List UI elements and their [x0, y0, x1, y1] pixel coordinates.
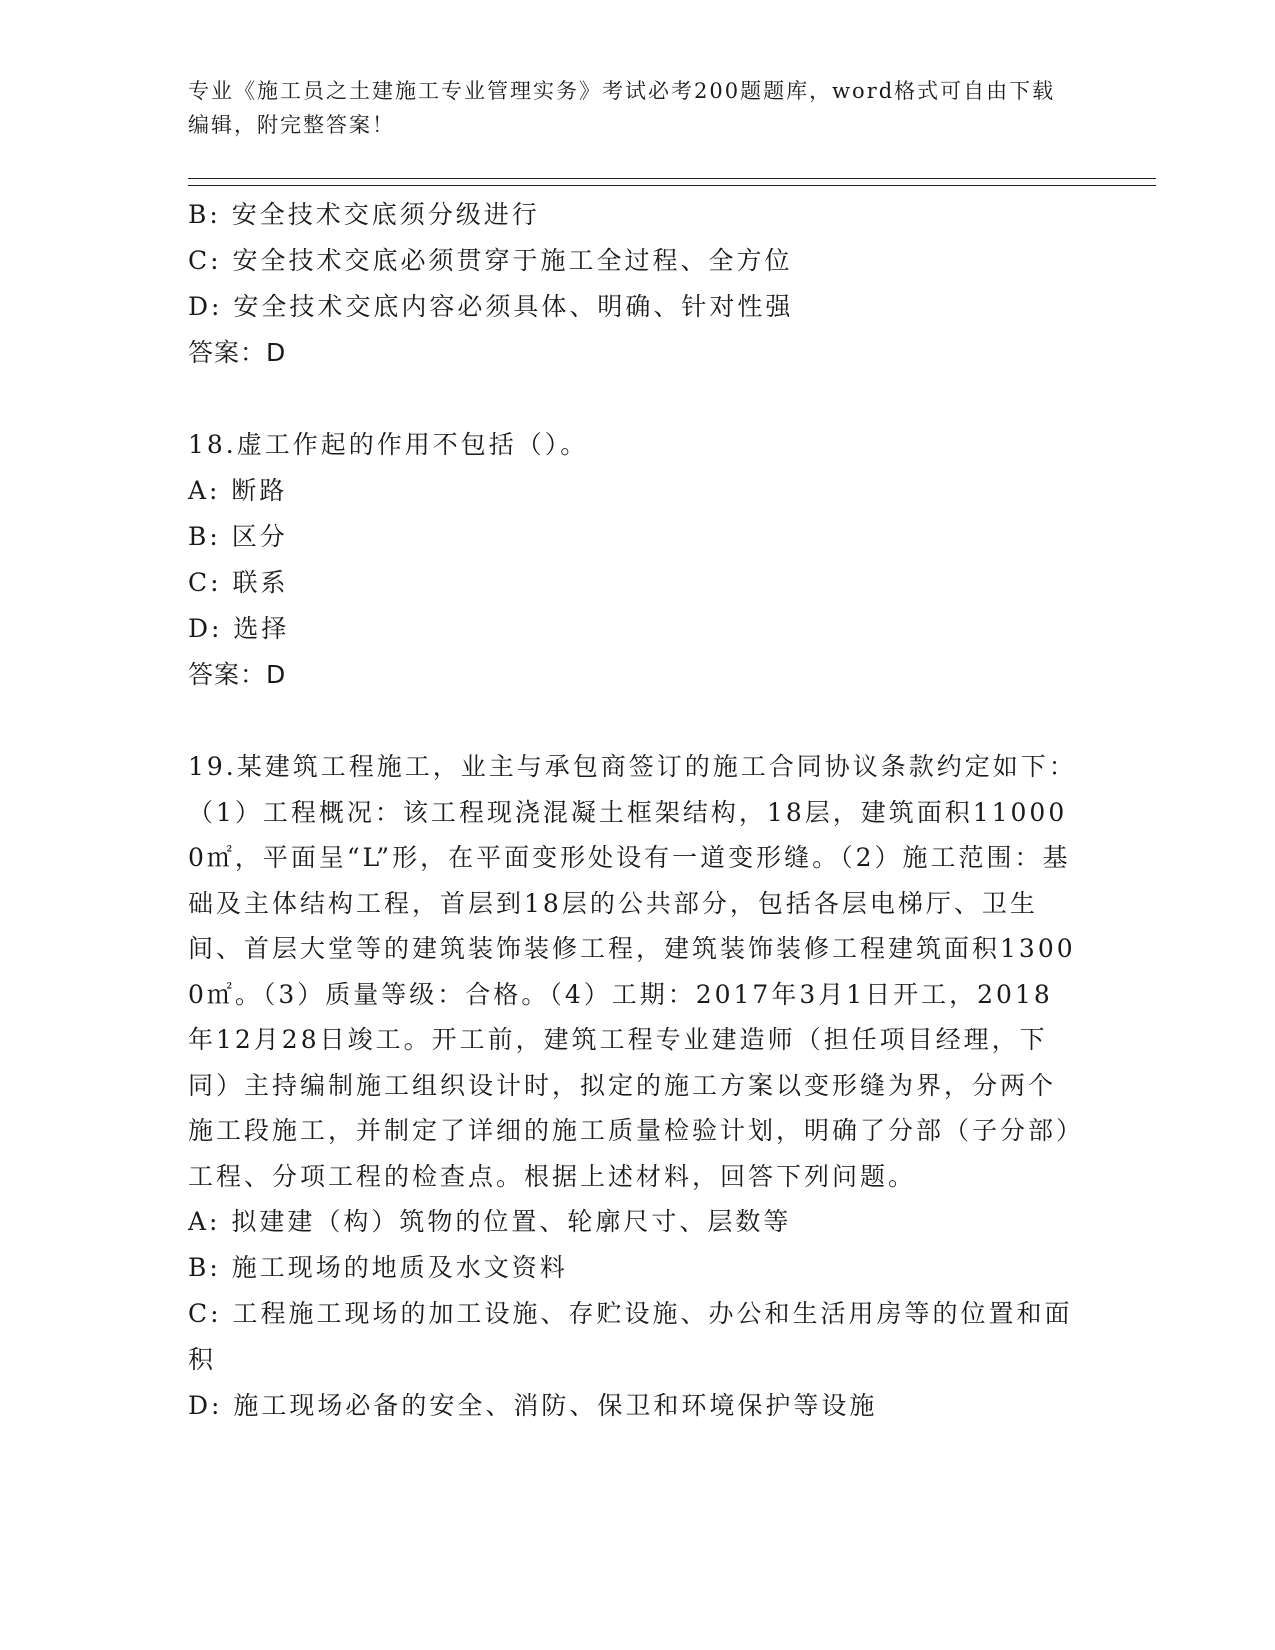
- option-d: D: 施工现场必备的安全、消防、保卫和环境保护等设施: [188, 1391, 878, 1420]
- option-b: B: 施工现场的地质及水文资料: [188, 1253, 568, 1282]
- document-header: 专业《施工员之土建施工专业管理实务》考试必考200题题库，word格式可自由下载编辑，附完整答案！: [188, 79, 1056, 137]
- question-18: [188, 422, 1078, 698]
- option-b: B: 区分: [188, 522, 288, 551]
- header-divider: [188, 178, 1156, 186]
- question-stem: 18.虚工作起的作用不包括（）。: [188, 430, 589, 459]
- document-body: [188, 192, 1078, 1429]
- answer-label: 答案：D: [188, 338, 287, 367]
- option-d: D: 安全技术交底内容必须具体、明确、针对性强: [188, 292, 794, 321]
- option-d: D: 选择: [188, 614, 290, 643]
- spacer: [188, 376, 1078, 422]
- option-c: C: 联系: [188, 568, 289, 597]
- answer-label: 答案：D: [188, 660, 287, 689]
- option-c: C: 安全技术交底必须贯穿于施工全过程、全方位: [188, 246, 793, 275]
- question-19: [188, 744, 1078, 1429]
- option-a: A: 拟建建（构）筑物的位置、轮廓尺寸、层数等: [188, 1207, 792, 1236]
- option-a: A: 断路: [188, 476, 288, 505]
- option-c: C: 工程施工现场的加工设施、存贮设施、办公和生活用房等的位置和面积: [188, 1299, 1073, 1374]
- question-17-tail: [188, 192, 1078, 376]
- option-b: B: 安全技术交底须分级进行: [188, 200, 540, 229]
- question-stem: 19.某建筑工程施工，业主与承包商签订的施工合同协议条款约定如下：（1）工程概况：该工程现浇混凝土框架结构，18层，建筑面积110000㎡，平面呈“L”形，在平面变形处设有一道变形缝。（2）施工范围：基础及主体结构工程，首层到18层的公共部分，包括各层电梯厅、卫生间、首层大堂等的建筑装饰装修工程，建筑装饰装修工程建筑面积13000㎡。（3）质量等级：合格。（4）工期：2017年3月1日开工，2018年12月28日竣工。开工前，建筑工程专业建造师（担任项目经理，下同）主持编制施工组织设计时，拟定的施工方案以变形缝为界，分两个施工段施工，并制定了详细的施工质量检验计划，明确了分部（子分部）工程、分项工程的检查点。根据上述材料，回答下列问题。: [188, 752, 1077, 1191]
- spacer: [188, 698, 1078, 744]
